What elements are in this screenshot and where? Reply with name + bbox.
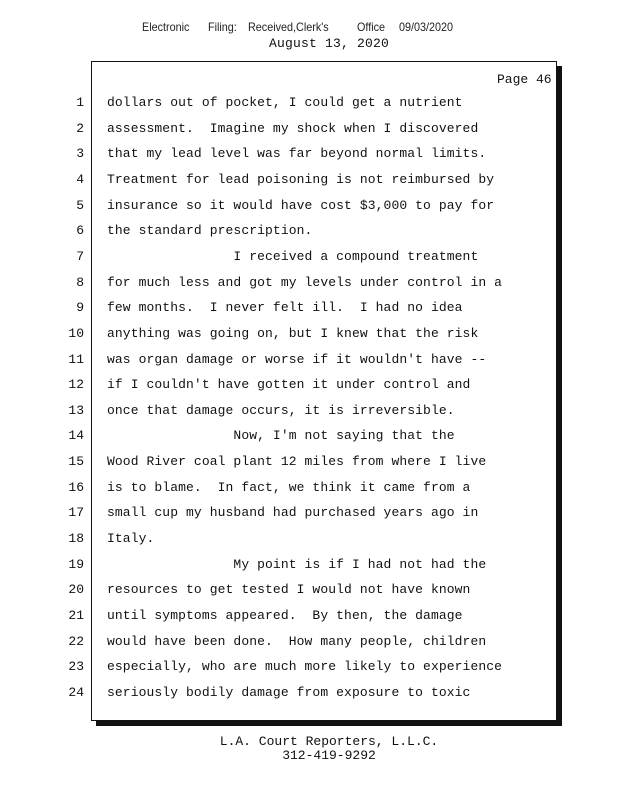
line-number: 24 <box>68 685 84 700</box>
line-number: 3 <box>76 146 84 161</box>
line-number: 14 <box>68 428 84 443</box>
line-number: 10 <box>68 326 84 341</box>
line-number: 11 <box>68 352 84 367</box>
footer-phone: 312-419-9292 <box>282 748 376 763</box>
line-text: dollars out of pocket, I could get a nutrient <box>107 95 463 110</box>
line-text: if I couldn't have gotten it under control and <box>107 377 471 392</box>
line-text: I received a compound treatment <box>107 249 479 264</box>
line-text: Treatment for lead poisoning is not reimbursed by <box>107 172 495 187</box>
hearing-date: August 13, 2020 <box>268 36 390 51</box>
line-text: small cup my husband had purchased years ago in <box>107 505 479 520</box>
line-number: 19 <box>68 557 84 572</box>
line-number: 12 <box>68 377 84 392</box>
line-text: was organ damage or worse if it wouldn't have -- <box>107 352 487 367</box>
line-number: 16 <box>68 480 84 495</box>
line-text: resources to get tested I would not have known <box>107 582 471 597</box>
line-text: My point is if I had not had the <box>107 557 487 572</box>
line-text: few months. I never felt ill. I had no idea <box>107 300 463 315</box>
line-text: is to blame. In fact, we think it came from a <box>107 480 471 495</box>
line-text: would have been done. How many people, children <box>107 634 487 649</box>
page-number: Page 46 <box>497 72 552 87</box>
line-number: 21 <box>68 608 84 623</box>
stamp-office: Office <box>357 20 386 34</box>
line-number: 20 <box>68 582 84 597</box>
line-number: 13 <box>68 403 84 418</box>
line-text: for much less and got my levels under control in a <box>107 275 503 290</box>
line-text: once that damage occurs, it is irreversible. <box>107 403 455 418</box>
line-number: 1 <box>76 95 84 110</box>
stamp-electronic: Electronic <box>142 20 190 34</box>
stamp-filing: Filing: <box>208 20 237 34</box>
line-text: Wood River coal plant 12 miles from where I live <box>107 454 487 469</box>
line-text: the standard prescription. <box>107 223 313 238</box>
line-text: that my lead level was far beyond normal limits. <box>107 146 487 161</box>
line-number: 4 <box>76 172 84 187</box>
line-text: Now, I'm not saying that the <box>107 428 455 443</box>
stamp-received: Received,Clerk's <box>248 20 329 34</box>
line-number: 8 <box>76 275 84 290</box>
line-text: insurance so it would have cost $3,000 to pay for <box>107 198 495 213</box>
line-number: 23 <box>68 659 84 674</box>
footer-company: L.A. Court Reporters, L.L.C. <box>219 734 439 749</box>
line-number: 6 <box>76 223 84 238</box>
line-text: anything was going on, but I knew that the risk <box>107 326 479 341</box>
line-number: 7 <box>76 249 84 264</box>
line-number: 9 <box>76 300 84 315</box>
line-text: seriously bodily damage from exposure to toxic <box>107 685 471 700</box>
line-number: 22 <box>68 634 84 649</box>
line-text: Italy. <box>107 531 155 546</box>
line-text: assessment. Imagine my shock when I discovered <box>107 121 479 136</box>
line-number: 2 <box>76 121 84 136</box>
line-text: until symptoms appeared. By then, the damage <box>107 608 463 623</box>
line-number: 15 <box>68 454 84 469</box>
stamp-date: 09/03/2020 <box>399 20 454 34</box>
line-number: 18 <box>68 531 84 546</box>
line-number: 5 <box>76 198 84 213</box>
line-text: especially, who are much more likely to experience <box>107 659 503 674</box>
line-number: 17 <box>68 505 84 520</box>
